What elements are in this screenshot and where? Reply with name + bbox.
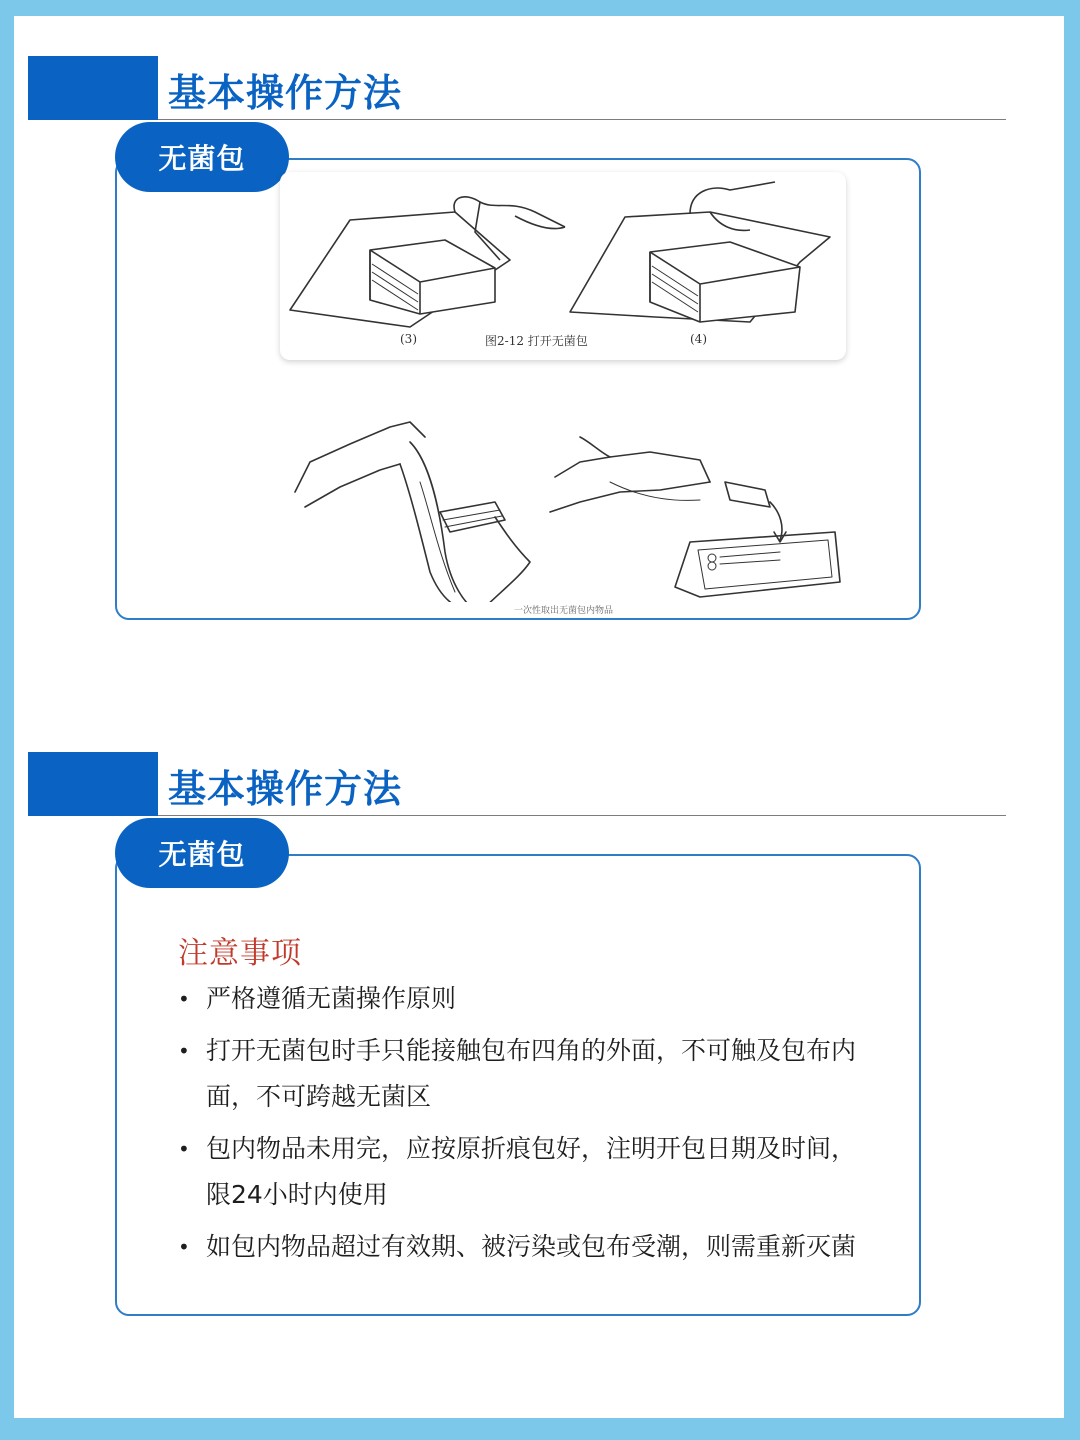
list-item-text: 如包内物品超过有效期、被污染或包布受潮，则需重新灭菌 (206, 1232, 857, 1261)
title-accent-block (28, 752, 158, 816)
figure-caption-main: 图2-12 打开无菌包 (485, 334, 588, 348)
section-open-sterile-pack (14, 56, 1064, 636)
remove-items-illustration (280, 382, 846, 602)
figure-note: 一次性取出无菌包内物品 (514, 606, 614, 616)
bullet-icon: • (178, 1137, 190, 1161)
page (14, 16, 1064, 1418)
figure-open-pack (280, 172, 846, 360)
precautions-list (178, 976, 878, 1276)
precautions-heading: 注意事项 (178, 936, 302, 971)
section-precautions (14, 752, 1064, 1332)
section-title: 基本操作方法 (168, 71, 403, 115)
title-divider (158, 815, 1006, 816)
figure-caption-3: (3) (400, 332, 417, 346)
list-item (178, 1028, 878, 1120)
figure-remove-items (280, 382, 846, 602)
list-item (178, 1224, 878, 1270)
topic-tag: 无菌包 (115, 122, 289, 192)
list-item-text: 打开无菌包时手只能接触包布四角的外面，不可触及包布内面，不可跨越无菌区 (206, 1036, 857, 1111)
list-item (178, 1126, 878, 1218)
bullet-icon: • (178, 1039, 190, 1063)
list-item-text: 严格遵循无菌操作原则 (206, 984, 457, 1013)
topic-tag: 无菌包 (115, 818, 289, 888)
list-item (178, 976, 878, 1022)
figure-caption-4: (4) (690, 332, 707, 346)
bullet-icon: • (178, 1235, 190, 1259)
list-item-text: 包内物品未用完，应按原折痕包好，注明开包日期及时间，限24小时内使用 (206, 1134, 857, 1209)
bullet-icon: • (178, 987, 190, 1011)
title-divider (158, 119, 1006, 120)
section-title: 基本操作方法 (168, 767, 403, 811)
title-accent-block (28, 56, 158, 120)
